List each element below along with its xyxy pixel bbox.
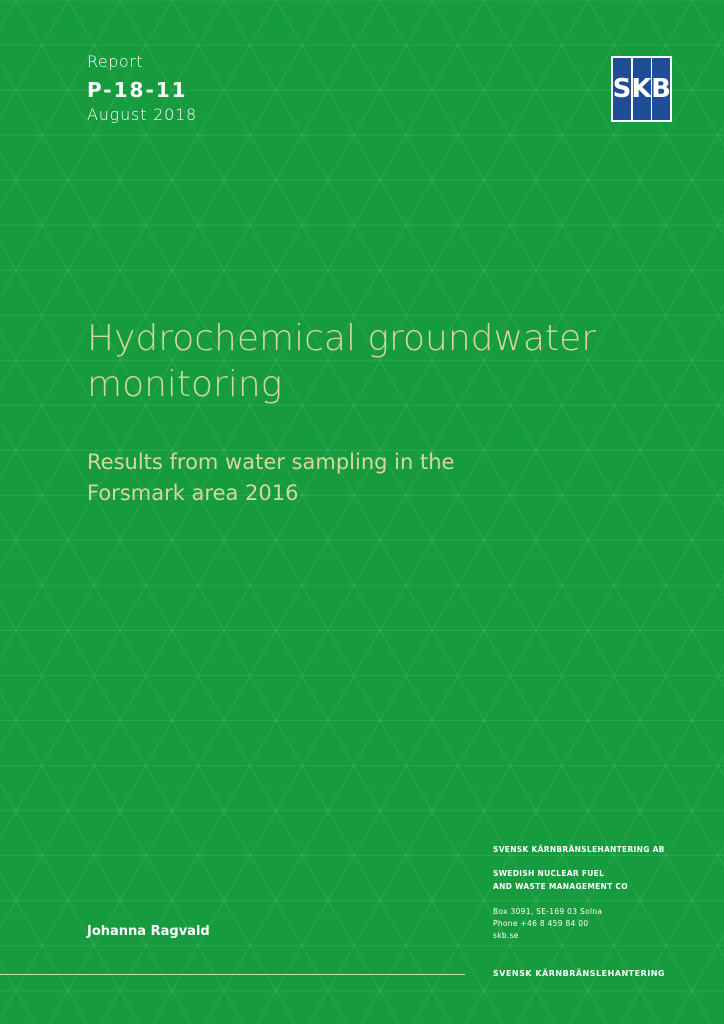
org-name-english-line-2: AND WASTE MANAGEMENT CO — [493, 882, 628, 891]
report-number: P-18-11 — [87, 78, 188, 102]
report-subtitle-line-1: Results from water sampling in the — [87, 450, 455, 474]
report-label: Report — [87, 52, 144, 71]
report-subtitle-line-2: Forsmark area 2016 — [87, 481, 299, 505]
logo-letter-s: S — [613, 58, 631, 120]
org-address: Box 3091, SE-169 03 Solna — [493, 907, 603, 916]
report-date: August 2018 — [87, 105, 198, 124]
logo-letter-b: B — [652, 58, 670, 120]
org-website: skb.se — [493, 931, 519, 940]
org-name-swedish: SVENSK KÄRNBRÄNSLEHANTERING AB — [493, 845, 665, 854]
footer-divider — [0, 974, 465, 975]
org-name-english-line-1: SWEDISH NUCLEAR FUEL — [493, 869, 605, 878]
author-name: Johanna Ragvald — [87, 924, 210, 939]
footer-org-name: SVENSK KÄRNBRÄNSLEHANTERING — [493, 969, 665, 978]
report-title-line-2: monitoring — [87, 364, 283, 405]
report-title-line-1: Hydrochemical groundwater — [87, 318, 597, 359]
report-title — [87, 316, 687, 408]
skb-logo — [611, 56, 672, 122]
report-subtitle — [87, 447, 647, 509]
logo-letter-k: K — [633, 58, 651, 120]
org-phone: Phone +46 8 459 84 00 — [493, 919, 589, 928]
